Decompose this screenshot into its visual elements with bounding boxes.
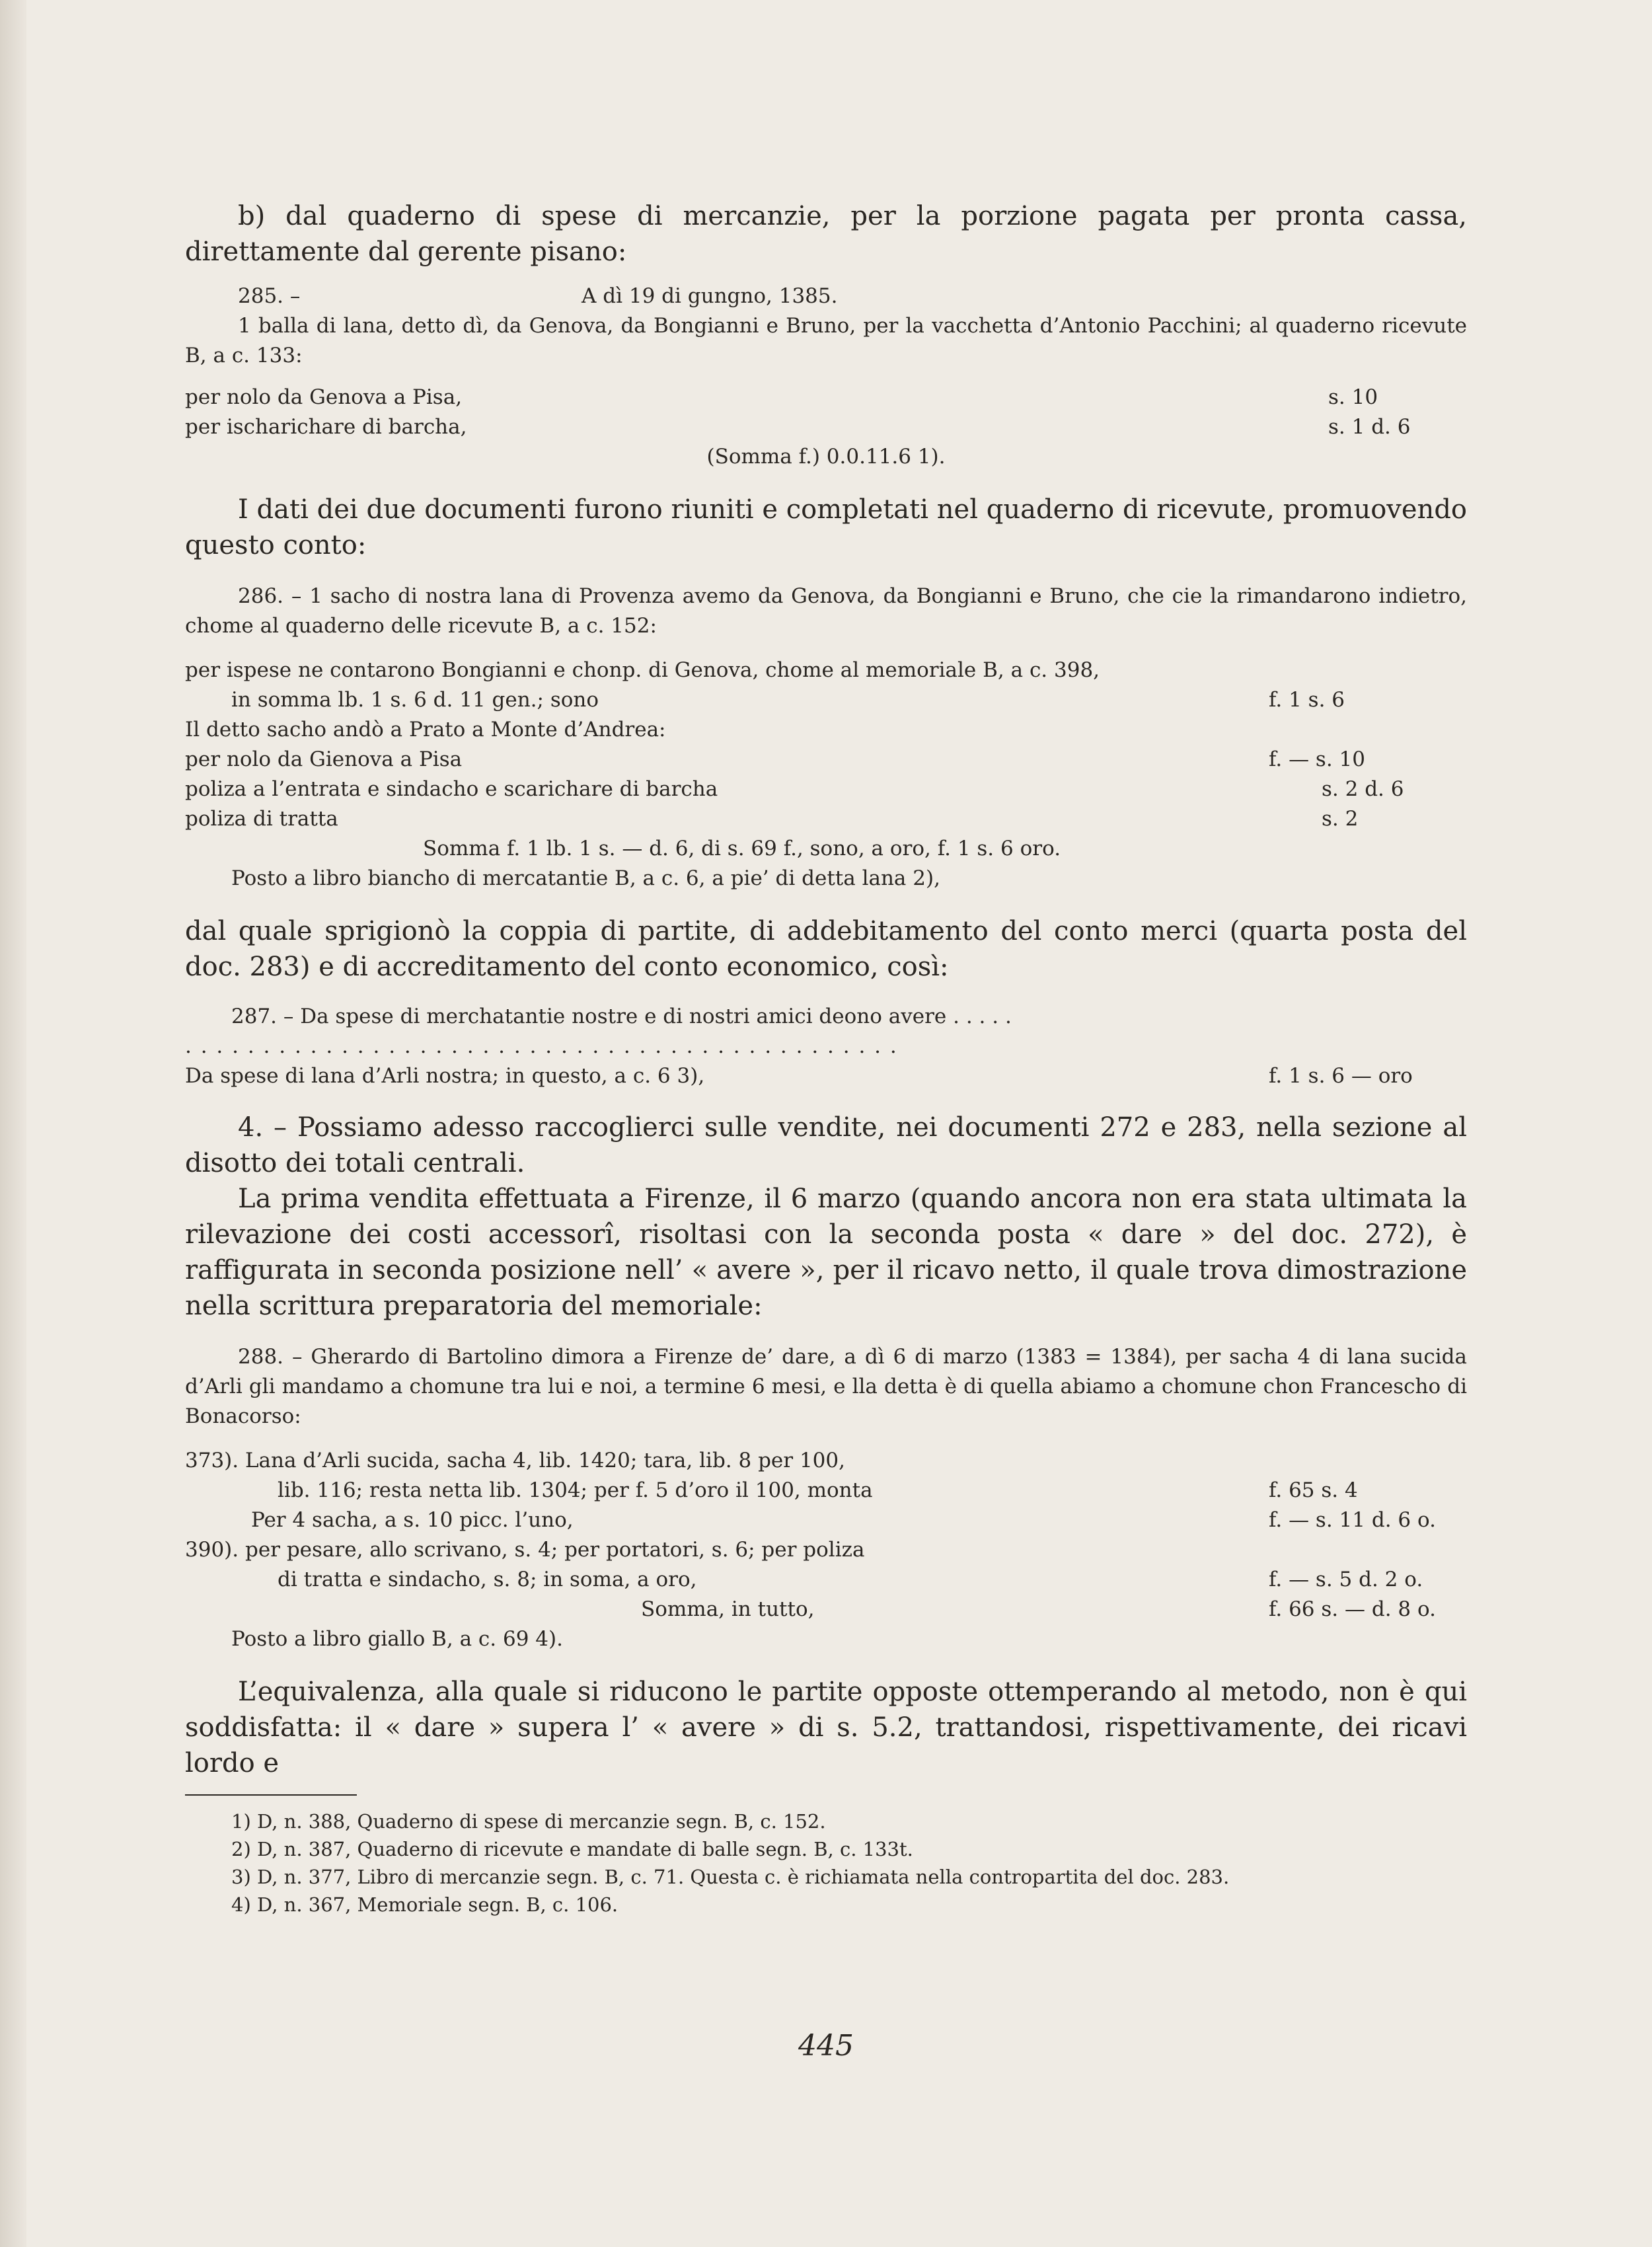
doc285-somma: (Somma f.) 0.0.11.6 1).	[706, 445, 946, 469]
doc285-date: A dì 19 di gungno, 1385.	[582, 284, 838, 308]
doc287-line2: Da spese di lana d’Arli nostra; in questo, a c. 6 3), f. 1 s. 6 — oro	[185, 1064, 1413, 1088]
doc287-line1: 287. – Da spese di merchatantie nostre e di nostri amici deono avere . . . . .	[231, 1005, 1012, 1028]
doc288-line2: lib. 116; resta netta lib. 1304; per f. 5 d’oro il 100, monta f. 65 s. 4	[278, 1478, 1358, 1502]
doc285-line1: per nolo da Genova a Pisa, s. 10	[185, 385, 1378, 409]
doc288-line5: di tratta e sindacho, s. 8; in soma, a oro, f. — s. 5 d. 2 o.	[278, 1568, 1423, 1591]
paragraph-5: L’equivalenza, alla quale si riducono le partite opposte ottemperando al metodo, non è qui soddisfatta: il « dare » supera l’ « avere » di s. 5.2, trattandosi, rispettivamente, dei ricavi lordo e	[185, 1677, 1467, 1778]
footnote-4: 4) D, n. 367, Memoriale segn. B, c. 106.	[231, 1893, 619, 1916]
doc288-line6: Somma, in tutto, f. 66 s. — d. 8 o.	[641, 1597, 1436, 1621]
doc286-posto: Posto a libro biancho di mercatantie B, a c. 6, a pie’ di detta lana 2),	[231, 866, 940, 890]
doc288-line3: Per 4 sacha, a s. 10 picc. l’uno, f. — s. 11 d. 6 o.	[251, 1508, 1436, 1532]
doc286-line4: per nolo da Gienova a Pisa f. — s. 10	[185, 747, 1365, 771]
section4-para1: 4. – Possiamo adesso raccoglierci sulle vendite, nei documenti 272 e 283, nella sezione al disotto dei totali centrali.	[185, 1112, 1467, 1178]
section4-para2: La prima vendita effettuata a Firenze, il 6 marzo (quando ancora non era stata ultimata la rilevazione dei costi accessorî, risoltasi con la seconda posta « dare » del doc. 272), è raffigurata in seconda posizione nell’ « avere », per il ricavo netto, il quale trova dimostrazione nella scrittura preparatoria del memoriale:	[185, 1184, 1467, 1321]
doc286-line5: poliza a l’entrata e sindacho e scarichare di barcha s. 2 d. 6	[185, 777, 1404, 801]
doc286-somma: Somma f. 1 lb. 1 s. — d. 6, di s. 69 f., sono, a oro, f. 1 s. 6 oro.	[423, 837, 1061, 860]
doc287-dots: . . . . . . . . . . . . . . . . . . . . . . . . . . . . . . . . . . . . . . . . . . . . . .	[185, 1034, 898, 1058]
doc288-desc: 288. – Gherardo di Bartolino dimora a Firenze de’ dare, a dì 6 di marzo (1383 = 1384), per sacha 4 di lana sucida d’Arli gli mandamo a chomune tra lui e noi, a termine 6 mesi, e lla detta è di quella abiamo a chomune chon Francescho di Bonacorso:	[185, 1345, 1467, 1428]
page-number: 445	[798, 2029, 854, 2063]
doc286-line2: in somma lb. 1 s. 6 d. 11 gen.; sono f. 1 s. 6	[231, 688, 1345, 712]
footnote-1: 1) D, n. 388, Quaderno di spese di mercanzie segn. B, c. 152.	[231, 1810, 826, 1833]
doc286-desc: 286. – 1 sacho di nostra lana di Provenza avemo da Genova, da Bongianni e Bruno, che cie la rimandarono indietro, chome al quaderno delle ricevute B, a c. 152:	[185, 584, 1467, 638]
footnote-2: 2) D, n. 387, Quaderno di ricevute e mandate di balle segn. B, c. 133t.	[231, 1838, 913, 1860]
doc288-line1: 373). Lana d’Arli sucida, sacha 4, lib. 1420; tara, lib. 8 per 100,	[185, 1449, 845, 1472]
doc285-line2: per ischarichare di barcha, s. 1 d. 6	[185, 415, 1411, 439]
main-text	[185, 198, 1467, 1919]
paragraph-2: I dati dei due documenti furono riuniti e completati nel quaderno di ricevute, promuovendo questo conto:	[185, 494, 1467, 560]
binding-edge	[0, 0, 26, 2247]
doc286-line6: poliza di tratta s. 2	[185, 807, 1359, 831]
doc286-line1: per ispese ne contarono Bongianni e chonp. di Genova, chome al memoriale B, a c. 398,	[185, 658, 1100, 682]
footnote-rule	[185, 1794, 357, 1796]
doc288-posto: Posto a libro giallo B, a c. 69 4).	[231, 1627, 563, 1651]
doc285-header	[185, 282, 1467, 311]
paragraph-3: dal quale sprigionò la coppia di partite, di addebitamento del conto merci (quarta posta del doc. 283) e di accreditamento del conto economico, così:	[185, 916, 1467, 982]
footnote-3: 3) D, n. 377, Libro di mercanzie segn. B, c. 71. Questa c. è richiamata nella contropartita del doc. 283.	[231, 1866, 1230, 1888]
doc285-number: 285. –	[238, 284, 301, 308]
doc288-line4: 390). per pesare, allo scrivano, s. 4; per portatori, s. 6; per poliza	[185, 1538, 865, 1562]
doc286-line3: Il detto sacho andò a Prato a Monte d’Andrea:	[185, 718, 666, 742]
doc285-desc: 1 balla di lana, detto dì, da Genova, da Bongianni e Bruno, per la vacchetta d’Antonio Pacchini; al quaderno ricevute B, a c. 133:	[185, 314, 1467, 367]
intro-paragraph: b) dal quaderno di spese di mercanzie, per la porzione pagata per pronta cassa, direttamente dal gerente pisano:	[185, 201, 1467, 267]
